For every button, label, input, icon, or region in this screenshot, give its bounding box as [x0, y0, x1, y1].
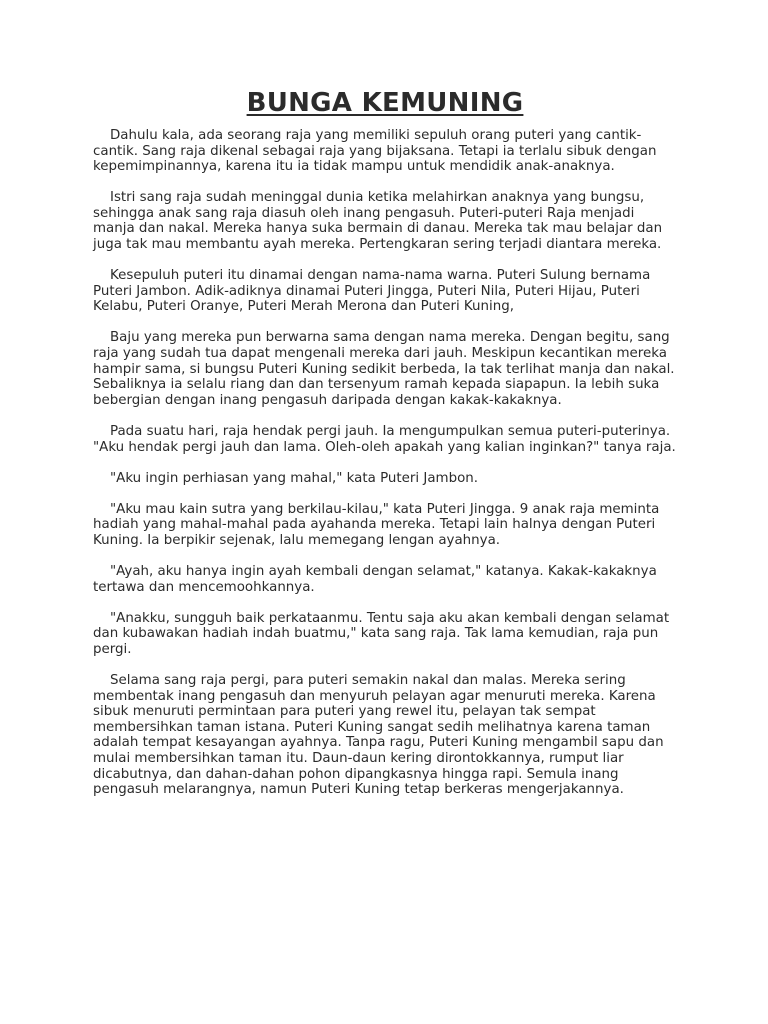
paragraph-4: Baju yang mereka pun berwarna sama dengan nama mereka. Dengan begitu, sang raja yang sudah tua dapat mengenali mereka dari jauh. Meskipun kecantikan mereka hampir sama, si bungsu Puteri Kuning sedikit berbeda, Ia tak terlihat manja dan nakal. Sebaliknya ia selalu riang dan dan tersenyum ramah kepada siapapun. Ia lebih suka bebergian dengan inang pengasuh daripada dengan kakak-kakaknya.: [93, 330, 675, 408]
paragraph-2: Istri sang raja sudah meninggal dunia ketika melahirkan anaknya yang bungsu, sehingga anak sang raja diasuh oleh inang pengasuh. Puteri-puteri Raja menjadi manja dan nakal. Mereka hanya suka bermain di danau. Mereka tak mau belajar dan juga tak mau membantu ayah mereka. Pertengkaran sering terjadi diantara mereka.: [93, 190, 663, 253]
paragraph-10: Selama sang raja pergi, para puteri semakin nakal dan malas. Mereka sering membentak inang pengasuh dan menyuruh pelayan agar menuruti mereka. Karena sibuk menuruti permintaan para puteri yang rewel itu, pelayan tak sempat membersihkan taman istana. Puteri Kuning sangat sedih melihatnya karena taman adalah tempat kesayangan ayahnya. Tanpa ragu, Puteri Kuning mengambil sapu dan mulai membersihkan taman itu. Daun-daun kering dirontokkannya, rumput liar dicabutnya, dan dahan-dahan pohon dipangkasnya hingga rapi. Semula inang pengasuh melarangnya, namun Puteri Kuning tetap berkeras mengerjakannya.: [93, 672, 664, 798]
paragraph-8: "Ayah, aku hanya ingin ayah kembali dengan selamat," katanya. Kakak-kakaknya tertawa dan mencemoohkannya.: [93, 563, 657, 595]
paragraph-9: "Anakku, sungguh baik perkataanmu. Tentu saja aku akan kembali dengan selamat dan kubawakan hadiah indah buatmu," kata sang raja. Tak lama kemudian, raja pun pergi.: [93, 610, 670, 657]
document-page: [93, 86, 677, 813]
document-title: BUNGA KEMUNING: [246, 88, 524, 118]
paragraph-7: "Aku mau kain sutra yang berkilau-kilau," kata Puteri Jingga. 9 anak raja meminta hadiah yang mahal-mahal pada ayahanda mereka. Tetapi lain halnya dengan Puteri Kuning. Ia berpikir sejenak, lalu memegang lengan ayahnya.: [93, 501, 660, 548]
paragraph-3: Kesepuluh puteri itu dinamai dengan nama-nama warna. Puteri Sulung bernama Puteri Jambon. Adik-adiknya dinamai Puteri Jingga, Puteri Nila, Puteri Hijau, Puteri Kelabu, Puteri Oranye, Puteri Merah Merona dan Puteri Kuning,: [93, 268, 651, 315]
paragraph-1: Dahulu kala, ada seorang raja yang memiliki sepuluh orang puteri yang cantik-cantik. Sang raja dikenal sebagai raja yang bijaksana. Tetapi ia terlalu sibuk dengan kepemimpinannya, karena itu ia tidak mampu untuk mendidik anak-anaknya.: [93, 128, 657, 175]
paragraph-6: "Aku ingin perhiasan yang mahal," kata Puteri Jambon.: [110, 470, 478, 486]
paragraph-5: Pada suatu hari, raja hendak pergi jauh. Ia mengumpulkan semua puteri-puterinya. "Aku hendak pergi jauh dan lama. Oleh-oleh apakah yang kalian inginkan?" tanya raja.: [93, 423, 676, 455]
